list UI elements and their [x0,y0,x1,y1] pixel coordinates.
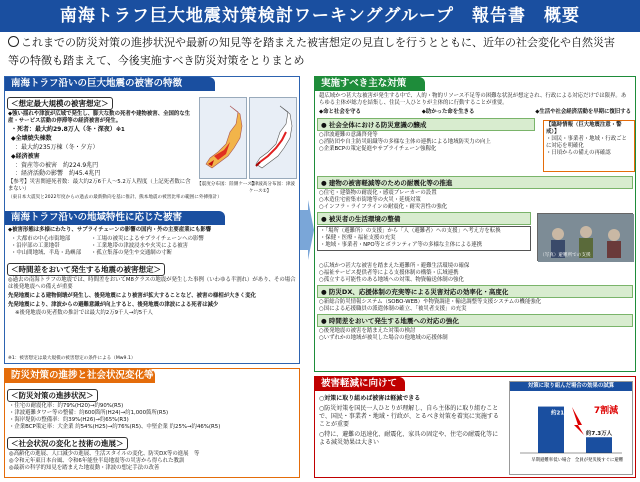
measure-s3-more-2: ○孤立する可能性のある地域への対策、物資輸送体制の強化 [319,277,464,283]
measure-s1-item-2: ○企業BCPの策定促進やサプライチェーン強靱化 [319,146,437,152]
measure-s5-item-1: ○いずれかの地域が被災した場合の他地域の応援体制 [319,335,448,341]
photo-caption: （写真）避難所での支援 [540,253,591,258]
social-item-0: ◎高齢化の進展、人口減少の進展、生活スタイルの変化、防災DX等の進展 等 [9,451,200,457]
map-caption-2: 【津波高分布図：津波ケース①】 [249,182,295,194]
econ-1: ：資産等の被害 約224.9兆円 [15,162,99,169]
left-panel-header-2: 南海トラフ沿いの地域特性に応じた被害 [5,211,225,225]
measure-s3-more-1: ○福祉サービス提供者等による支援体制の構築・広域連携 [319,270,459,276]
bar-1 [586,437,612,453]
measure-s2-item-2: ○インフラ・ライフラインの耐震化・耐災害性の強化 [319,204,448,210]
measure-s5-item-0: ○後発地震の被害を踏まえた対策の検討 [319,328,416,334]
measures-intro: 超広域かつ甚大な被害が発生する中で、人的・物的リソース不足等の困難な状況が想定され、行政による対応だけでは限界。あらゆる主体が総力を結集し、住民一人ひとりが主体的に行動することが重要。 [319,93,627,106]
s2-lead: ◆被害形態は多様にわたり、サプライチェーンの影響の国内・外の主要産業にも影響 [8,227,212,233]
ref-note-2: （東日本大震災と2022年度からの過去の最新動向を基に推計、熊本地震の被害比率の範囲に外挿推計） [8,195,222,200]
pillar-1: ◆助かった命を生きる [421,109,475,115]
bar-value-label-1: 約7.3万人 [585,431,613,438]
intensity-map [199,97,247,179]
social-item-2: ◎最新の科学的知見を踏まえた地震動・津波の想定手法の改善 [9,465,160,471]
s2-item-5: ・孤立集落の発生や交通網の寸断 [91,250,172,256]
bldg-value: ：最大約235万棟（冬・夕方） [15,144,99,151]
mitigation-panel-header: 被害軽減に向けて [315,377,405,391]
chart-title: 対策に取り組んだ場合の効果の試算 [510,382,632,391]
mitigation-panel [314,376,636,478]
bldg-label: ◆全壊焼失棟数 [11,135,52,142]
measure-s3-more-0: ○広域かつ甚大な被害を踏まえた避難所・避難生活環境の確保 [319,263,470,269]
side-box-item-0: ・国民・事業者・地域・行政ごとに対応を明確化 [546,136,627,149]
pillar-2: ◆生活や社会経済活動を早期に復旧する [535,109,631,115]
s1-title: ＜想定最大規模の被害想定＞ [7,97,113,110]
s2-item-3: ・工場の被災によるサプライチェーンへの影響 [91,236,204,242]
dead-note: ※1 [115,127,125,133]
s2-item-4: ・工業地帯の津波浸水や火災による被害 [91,243,189,249]
progress-item-2: ・海岸堤防の整備率：約39%(H26)→約65%(R3) [9,417,129,423]
progress-s1-title: ＜防災対策の進捗状況＞ [7,389,98,402]
measures-panel [314,76,636,372]
progress-item-0: ・住宅の耐震化率：約79%(H20)→約90%(R5) [9,403,124,409]
dead-label: ・死者：最大約29.8万人（冬・深夜） [11,126,116,133]
category-label-0: 早期避難率低い場合 [531,458,571,463]
progress-s2-title: ＜社会状況の変化と技術の進展＞ [7,437,128,450]
pillar-0: ◆命と社会を守る [319,109,361,115]
evacuation-photo [537,213,633,261]
s3-b1: 先発地震による建物倒壊が発生し、後発地震により被害が拡大することなど、被害の様相が大きく変化 [8,293,256,299]
reduction-annotation: 7割減 [593,406,619,416]
s3-title: ＜時間差をおいて発生する地震の被害想定＞ [7,263,165,276]
side-box [543,120,635,172]
measure-s4-item-1: ○国による応援職員の派遣体制の確立、「被災者支援」の充実 [319,306,467,312]
s3-lead: ◎過去の南海トラフの地震では、時間差をおいてM8クラスの地震が発生した事例（いわゆる半割れ）があり、その場合は後発地震への備えが重要 [8,277,296,290]
measure-s1-item-1: ○消防団や自主防災組織等の多様な主体の連携による地域防災力の向上 [319,139,491,145]
measure-s2-item-0: ○住宅・建築物の耐震化・感震ブレーカーの設置 [319,190,437,196]
side-box-title: 【臨時情報（巨大地震注意・警戒）】 [546,122,622,135]
measure-s4-item-0: ○新総合防災情報システム（SOBO-WEB）や物資調達・輸送調整等支援システムの機能強化 [319,299,542,305]
s2-item-2: ・中山間地域、半島・島嶼部 [11,250,82,256]
tsunami-map [249,97,297,179]
page-title: 南海トラフ巨大地震対策検討ワーキンググループ 報告書 概要 [0,0,640,32]
mitigation-item-2: ○特に、避難の迅速化、耐震化、家具の固定や、住宅の耐震化等による減災効果は大きい [319,431,499,446]
right-arrow-icon [300,200,314,260]
social-item-1: ◎令和元年東日本台風、令和6年能登半島地震等の災害から得られた教訓 [9,458,185,464]
japan-tsunami-map-icon [250,98,298,180]
summary [4,34,636,72]
map-caption-1: 【震度分布図：陸側ケース】 [197,182,257,187]
effect-bar-chart [510,391,632,471]
econ-label: ◆経済被害 [11,153,40,160]
measure-s3-box [317,226,531,251]
summary-line-1: これまでの防災対策の進捗状況や最新の知見等を踏まえた被害想定の見直しを行うとともに、近年の社会変化や自然災害 [21,36,615,49]
mitigation-item-1: ○防災対策を国民一人ひとりが理解し、自ら主体的に取り組むことで、国民・事業者・地域・行政が、とるべき対策を着実に実施することが重要 [319,405,499,428]
bar-value-label-0: 約21.5万人 [550,410,582,417]
measure-s3-item-1: ・保健・医療・福祉支援の充実 [320,235,396,241]
progress-item-1: ・津波避難タワー等の整備：約600箇所(H24)→約1,000箇所(R5) [9,410,169,416]
category-label-1: 全員が発災後すぐに避難 [574,458,624,463]
measure-s3-title: ● 被災者の生活環境の整備 [317,212,531,225]
measure-s3-item-2: ・地域・事業者・NPO等とボランティア等の多様な主体による連携 [320,242,483,248]
circle-bullet-icon [8,36,19,47]
s1-lead: ◆強い揺れや津波が広域で発生し、膨大な数の死者や建物被害、全国的な生産・サービス活動の停滞等の経済被害が発生。 [8,111,191,124]
progress-panel-header: 防災対策の進捗と社会状況変化等 [5,369,155,383]
ref-note: 【参考】災害関連死者数：最大約2万6千人〜5.2万人程度（上記死者数に含まない） [8,179,191,192]
left-panel-header: 南海トラフ沿いの巨大地震の被害の特徴 [5,77,215,91]
mitigation-item-0: ○対策に取り組めば被害は軽減できる [319,395,421,402]
progress-panel [4,368,300,478]
s3-b2: 先発地震により、津波からの避難意識が向上すると、後発地震の津波による死者は減少 [8,302,219,308]
effect-chart [509,381,633,475]
measure-s2-item-1: ○木造住宅密集市街地等の火災・延焼対策 [319,197,421,203]
s2-item-1: ・沿岸部の工業地帯 [11,243,60,249]
measure-s2-title: ● 建物の被害軽減等のための耐震化等の推進 [317,176,633,189]
econ-2: ：経済活動の影響 約45.4兆円 [15,170,101,177]
measure-s1-title: ● 社会全体における防災意識の醸成 [317,118,535,131]
left-panel [4,76,300,364]
measures-panel-header: 実施すべき主な対策 [315,77,425,91]
measure-s5-title: ● 時間差をおいて発生する地震への対応の強化 [317,314,633,327]
progress-item-3: ・企業BCP策定率：大企業 約54%(H25)→約76%(R5)、中堅企業 約25%→約46%(R5) [9,424,221,430]
left-footnote: ※1：被害想定は最大規模の被害想定の条件による（Mw9.1） [8,356,136,361]
side-box-item-1: ・日頃からの備えの再確認 [546,150,611,156]
s3-b3: ※後発地震の死者数の推計では最大約2万9千人→約5千人 [15,310,153,316]
s2-item-0: ・大都市の中心市街地部 [11,236,71,242]
summary-line-2: 等の特徴も踏まえて、今後実施すべき防災対策をとりまとめ [8,54,305,67]
measure-s4-title: ● 防災DX、応援体制の充実等による災害対応の効率化・高度化 [317,285,633,298]
japan-intensity-map-icon [200,98,248,180]
measure-s3-item-0: ・「場所（避難所）の支援」から「人（避難者）への支援」へ考え方を転換 [320,228,501,234]
measure-s1-item-0: ○津波避難の意識啓発等 [319,132,378,138]
